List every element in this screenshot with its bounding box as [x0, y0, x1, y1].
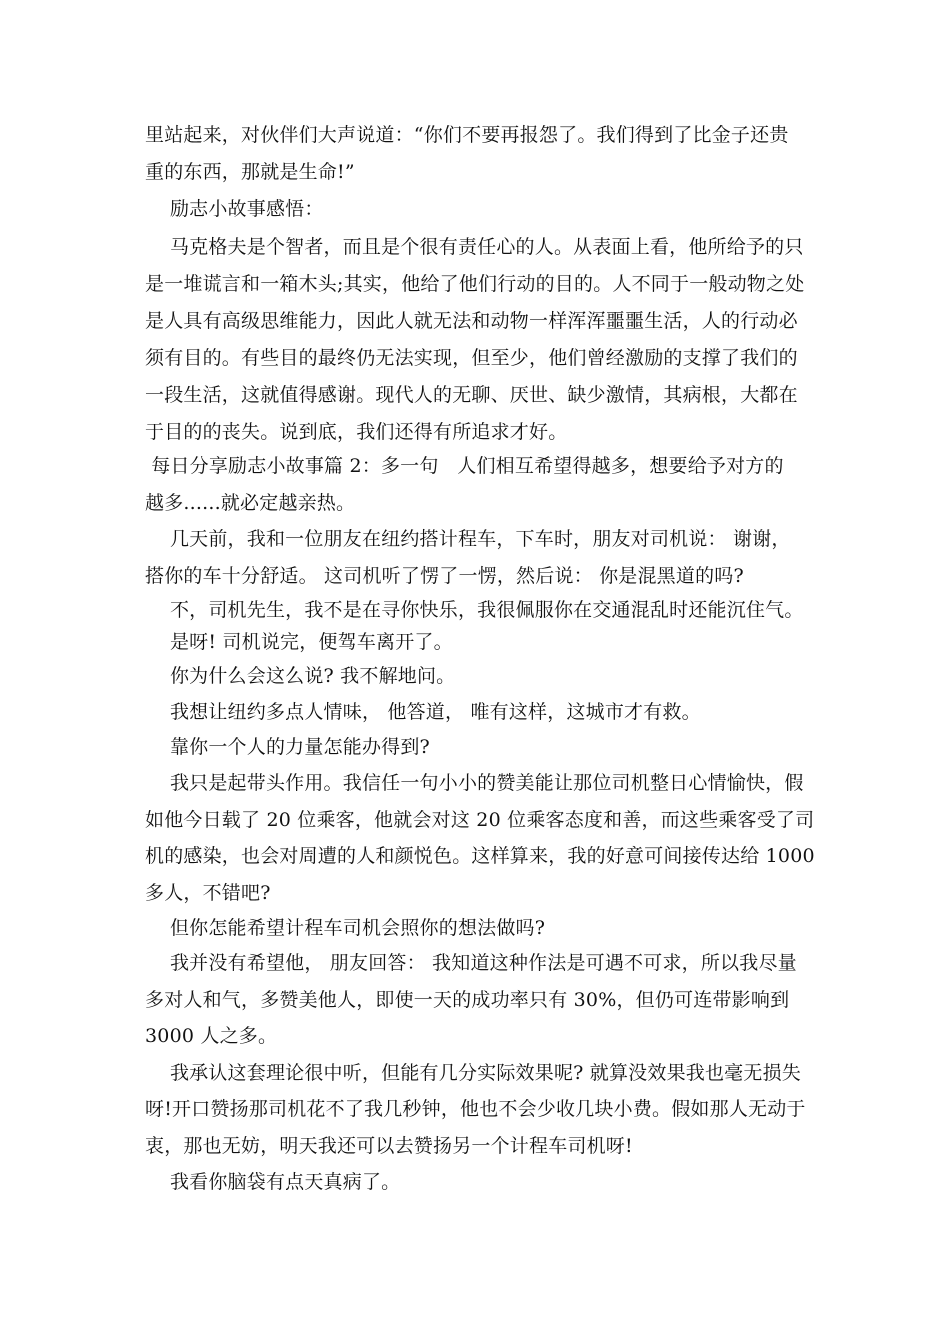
- text-line: 须有目的。有些目的最终仍无法实现，但至少，他们曾经激励的支撑了我们的: [145, 347, 798, 369]
- text-line: 几天前，我和一位朋友在纽约搭计程车，下车时，朋友对司机说： 谢谢，: [145, 528, 791, 550]
- text-line: 搭你的车十分舒适。 这司机听了愣了一愣，然后说： 你是混黑道的吗?: [145, 565, 744, 587]
- text-line: 多人，不错吧?: [145, 882, 271, 904]
- text-line: 马克格夫是个智者，而且是个很有责任心的人。从表面上看，他所给予的只: [145, 236, 804, 258]
- text-line: 是一堆谎言和一箱木头;其实，他给了他们行动的目的。人不同于一般动物之处: [145, 273, 805, 295]
- story-title-line: 每日分享励志小故事篇 2：多一句 人们相互希望得越多，想要给予对方的: [145, 455, 784, 477]
- text-line: 我并没有希望他， 朋友回答： 我知道这种作法是可遇不可求，所以我尽量: [145, 952, 797, 974]
- text-line: 于目的的丧失。说到底，我们还得有所追求才好。: [145, 421, 568, 443]
- text-line: 衷，那也无妨，明天我还可以去赞扬另一个计程车司机呀!: [145, 1135, 633, 1157]
- text-line: 机的感染，也会对周遭的人和颜悦色。这样算来，我的好意可间接传达给 1000: [145, 845, 815, 867]
- text-line: 你为什么会这么说? 我不解地问。: [145, 665, 456, 687]
- section-heading: 励志小故事感悟：: [145, 198, 324, 220]
- text-line: 我想让纽约多点人情味， 他答道， 唯有这样，这城市才有救。: [145, 701, 701, 723]
- text-line: 我承认这套理论很中听，但能有几分实际效果呢? 就算没效果我也毫无损失: [145, 1062, 801, 1084]
- text-line: 越多......就必定越亲热。: [145, 492, 356, 514]
- text-line: 不，司机先生，我不是在寻你快乐，我很佩服你在交通混乱时还能沉住气。: [145, 599, 804, 621]
- text-line: 我看你脑袋有点天真病了。: [145, 1171, 401, 1193]
- text-line: 靠你一个人的力量怎能办得到?: [145, 736, 430, 758]
- text-line: 一段生活，这就值得感谢。现代人的无聊、厌世、缺少激情，其病根，大都在: [145, 384, 798, 406]
- text-line: 呀!开口赞扬那司机花不了我几秒钟，他也不会少收几块小费。假如那人无动于: [145, 1098, 806, 1120]
- text-line: 多对人和气，多赞美他人，即使一天的成功率只有 30%，但仍可连带影响到: [145, 989, 790, 1011]
- text-line: 但你怎能希望计程车司机会照你的想法做吗?: [145, 917, 546, 939]
- text-line: 我只是起带头作用。我信任一句小小的赞美能让那位司机整日心情愉快，假: [145, 772, 804, 794]
- text-line: 3000 人之多。: [145, 1025, 278, 1047]
- text-line: 如他今日载了 20 位乘客，他就会对这 20 位乘客态度和善，而这些乘客受了司: [145, 809, 815, 831]
- text-line: 是人具有高级思维能力，因此人就无法和动物一样浑浑噩噩生活，人的行动必: [145, 310, 798, 332]
- text-line: 里站起来，对伙伴们大声说道：“你们不要再报怨了。我们得到了比金子还贵: [145, 124, 789, 146]
- text-line: 是呀! 司机说完，便驾车离开了。: [145, 631, 453, 653]
- text-line: 重的东西，那就是生命!”: [145, 161, 355, 183]
